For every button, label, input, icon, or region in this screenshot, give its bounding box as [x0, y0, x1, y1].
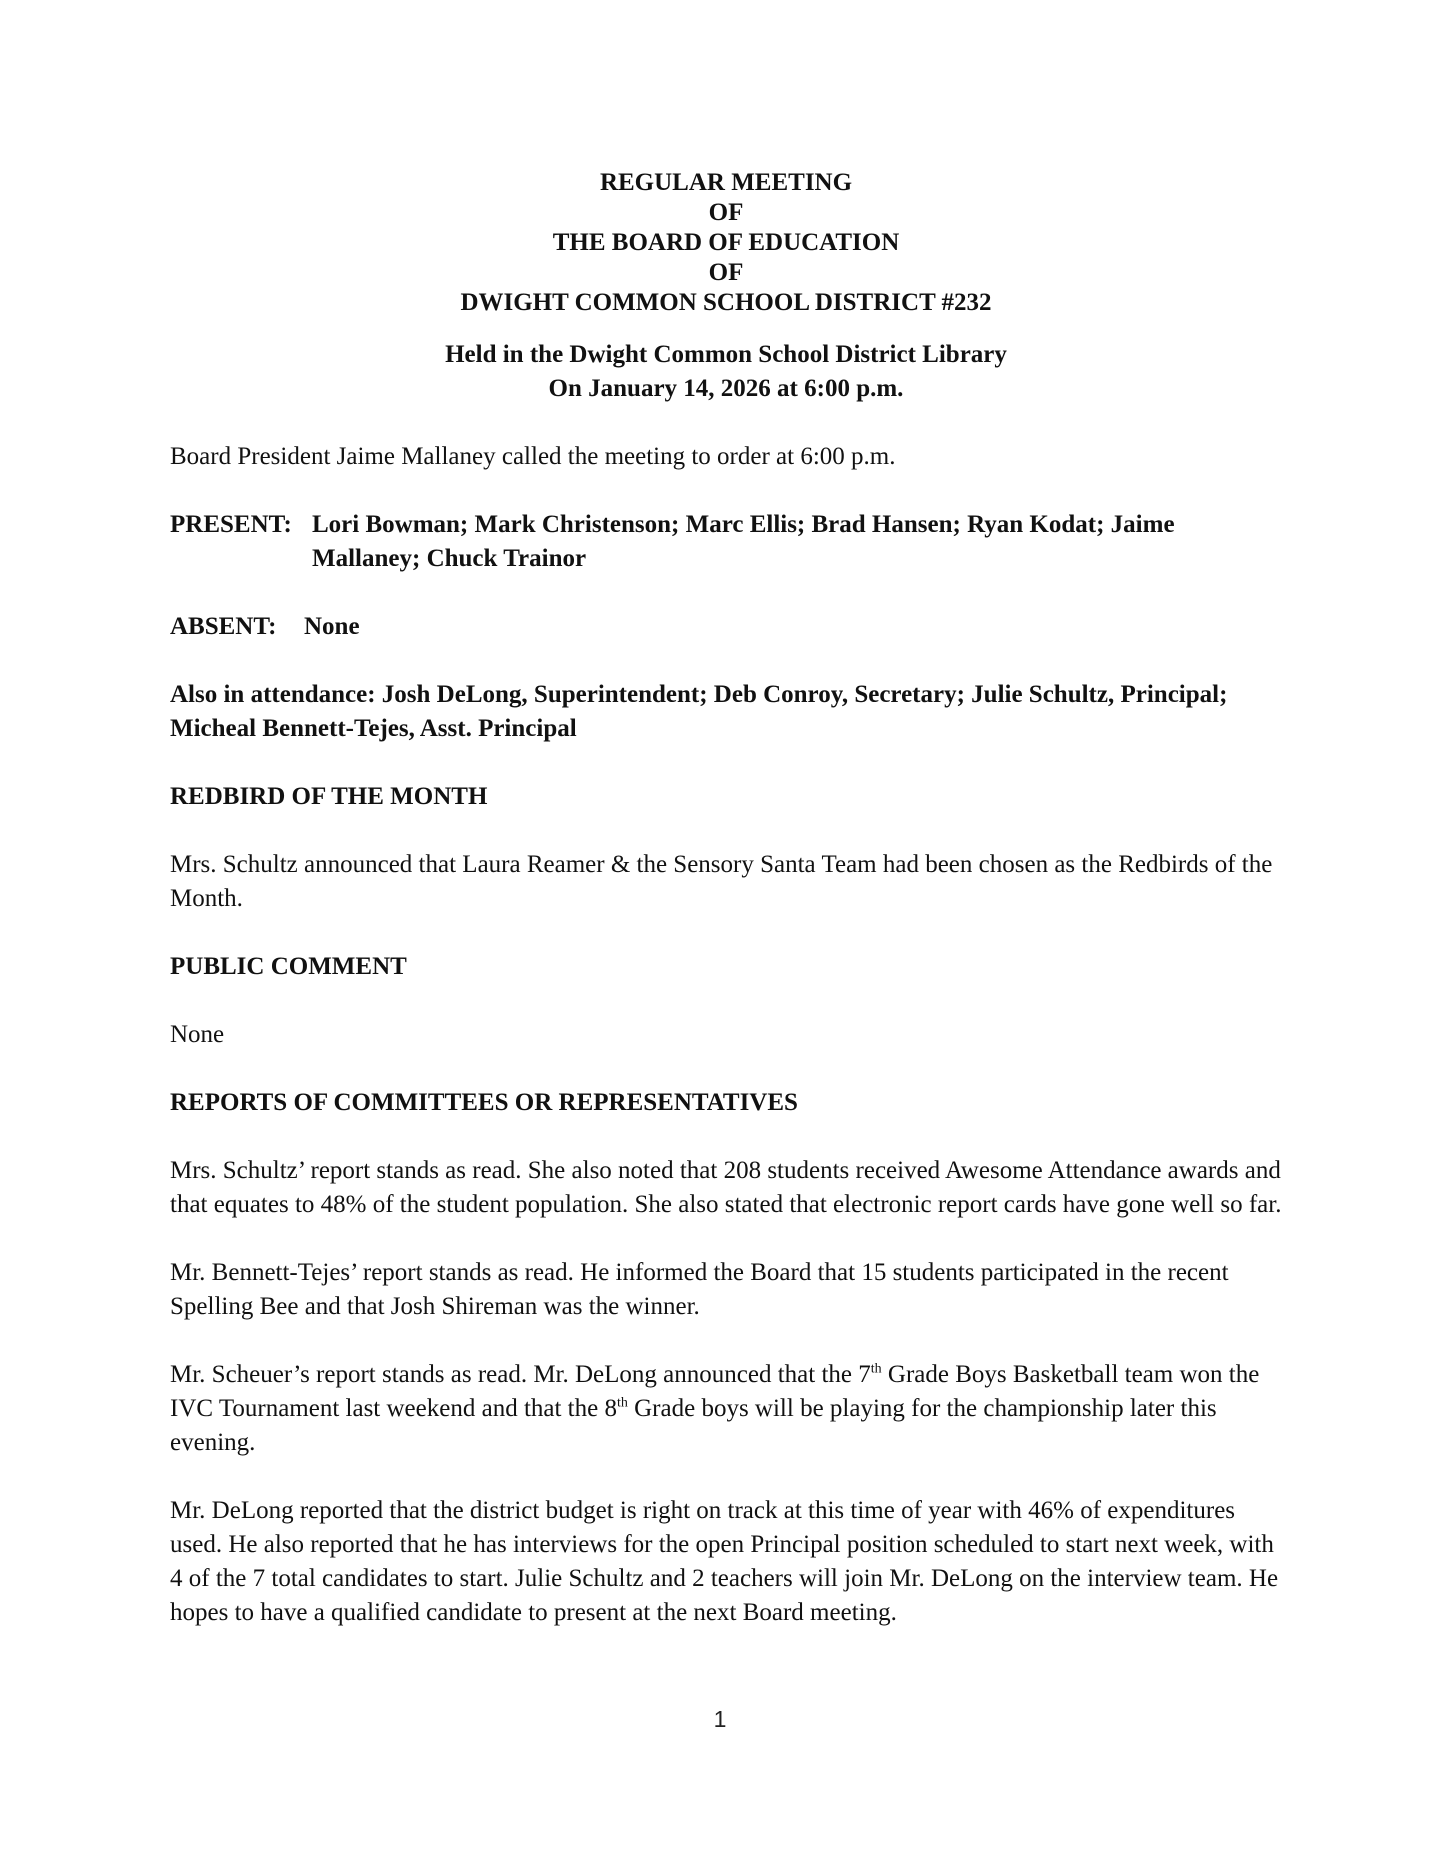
- title-line-3: THE BOARD OF EDUCATION: [552, 229, 900, 256]
- title-line-2: OF: [708, 199, 744, 226]
- present-section: [170, 508, 1282, 576]
- redbird-text: Mrs. Schultz announced that Laura Reamer & the Sensory Santa Team had been chosen as the Redbirds of the Month.: [170, 851, 1273, 912]
- reports-heading: REPORTS OF COMMITTEES OR REPRESENTATIVES: [170, 1089, 798, 1116]
- scheuer-report-part-1: Mr. Scheuer’s report stands as read. Mr. DeLong announced that the 7: [170, 1361, 871, 1388]
- scheuer-report-part-3: Grade boys will be playing for the championship later this evening.: [170, 1395, 1217, 1456]
- present-names: Lori Bowman; Mark Christenson; Marc Ellis; Brad Hansen; Ryan Kodat; Jaime Mallaney; Chuck Trainor: [312, 511, 1175, 572]
- title-line-4: OF: [708, 259, 744, 286]
- ordinal-suffix-7th: th: [870, 1361, 882, 1377]
- absent-section: [170, 610, 1282, 644]
- bennett-tejes-report-text: Mr. Bennett-Tejes’ report stands as read. He informed the Board that 15 students participated in the recent Spelling Bee and that Josh Shireman was the winner.: [170, 1259, 1229, 1320]
- also-in-attendance-text: Also in attendance: Josh DeLong, Superintendent; Deb Conroy, Secretary; Julie Schultz, Principal; Micheal Bennett-Tejes, Asst. Principal: [170, 681, 1228, 742]
- meeting-location-date: [170, 338, 1282, 406]
- meeting-title: [170, 168, 1282, 318]
- absent-label: ABSENT:: [170, 613, 277, 640]
- page-number: 1: [713, 1706, 727, 1732]
- document-body: [170, 168, 1282, 1630]
- public-comment-text: None: [170, 1021, 225, 1048]
- ordinal-suffix-8th: th: [616, 1395, 628, 1411]
- subtitle-line-2: On January 14, 2026 at 6:00 p.m.: [548, 375, 904, 402]
- redbird-heading: REDBIRD OF THE MONTH: [170, 783, 488, 810]
- absent-value: None: [304, 613, 360, 640]
- title-line-5: DWIGHT COMMON SCHOOL DISTRICT #232: [460, 289, 992, 316]
- title-line-1: REGULAR MEETING: [599, 169, 853, 196]
- public-comment-heading: PUBLIC COMMENT: [170, 953, 407, 980]
- delong-report-text: Mr. DeLong reported that the district budget is right on track at this time of year with 46% of expenditures used. He also reported that he has interviews for the open Principal position scheduled to start next week, with 4 of the 7 total candidates to start. Julie Schultz and 2 teachers will join Mr. DeLong on the interview team. He hopes to have a qualified candidate to present at the next Board meeting.: [170, 1497, 1279, 1626]
- scheuer-report-text: [170, 1358, 1282, 1460]
- present-label: PRESENT:: [170, 511, 292, 538]
- call-to-order-text: Board President Jaime Mallaney called the meeting to order at 6:00 p.m.: [170, 443, 896, 470]
- schultz-report-text: Mrs. Schultz’ report stands as read. She also noted that 208 students received Awesome Attendance awards and that equates to 48% of the student population. She also stated that electronic report cards have gone well so far.: [170, 1157, 1282, 1218]
- subtitle-line-1: Held in the Dwight Common School District Library: [445, 341, 1007, 368]
- scheuer-report-part-2: Grade Boys Basketball team won the IVC Tournament last weekend and that the 8: [170, 1361, 1260, 1422]
